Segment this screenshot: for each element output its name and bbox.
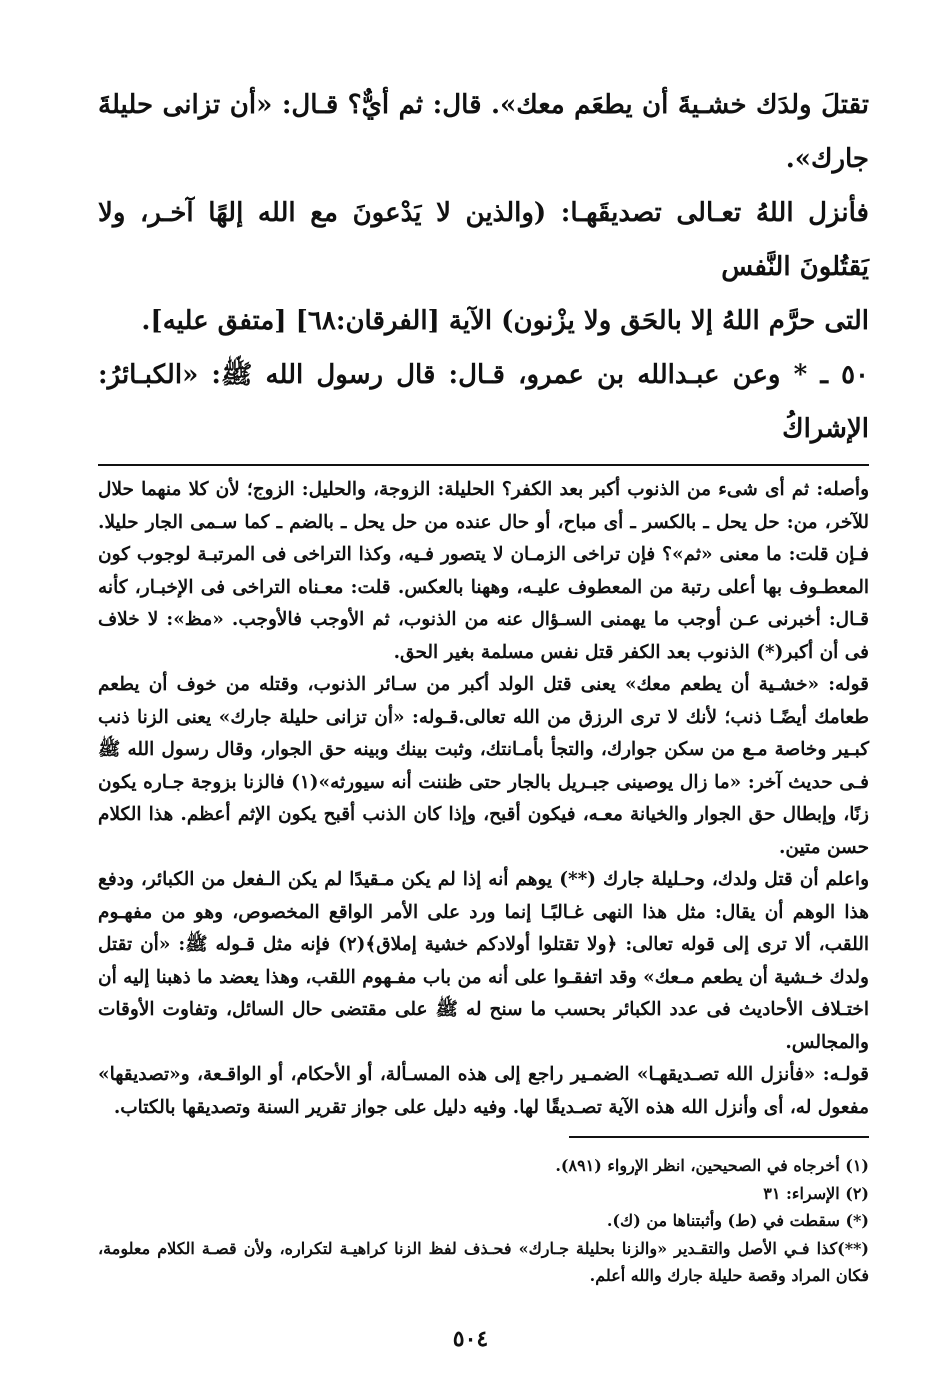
commentary-paragraph: وأصله: ثم أى شىء من الذنوب أكبر بعد الكفر؟ الحليلة: الزوجة، والحليل: الزوج؛ لأن كلا منهما حلال للآخر، من: حل يحل ـ بالكسر ـ أى مباح، أو حال عنده من حل يحل ـ بالضم ـ كما سـمى الجار حليلا. فـإن قلت: ما معنى «ثم»؟ فإن تراخى الزمـان لا يتصور فـيه، وكذا التراخى فى المرتبـة لوجوب كون المعطـوف بها أعلى رتبة من المعطوف عليـه، وههنا بالعكس. قلت: معـناه التراخى فى الإخبـار، كأنه قـال: أخبرنى عـن أوجب ما يهمنى السـؤال عنه من الذنوب، ثم الأوجب فالأوجب. «مظ»: لا خلاف فى أن أكبر(*) الذنوب بعد الكفر قتل نفس مسلمة بغير الحق. xyxy=(98,479,869,663)
footnote: (١) أخرجاه في الصحيحين، انظر الإرواء (٨٩١). xyxy=(555,1156,869,1175)
commentary-paragraph: قولـه: «فأنزل الله تصـديقهـا» الضمـير راجع إلى هذه المسـألة، أو الأحكام، أو الواقـعة، و«تصديقها» مفعول له، أى وأنزل الله هذه الآية تصـديقًا لها. وفيه دليل على جواز تقرير السنة وتصديقها بالكتاب. xyxy=(98,1064,869,1118)
commentary-paragraph: قوله: «خشـية أن يطعم معك» يعنى قتل الولد أكبر من سـائر الذنوب، وقتله من خوف أن يطعم طعامك أيضًـا ذنب؛ لأنك لا ترى الرزق من الله تعالى.قـوله: «أن تزانى حليلة جارك» يعنى الزنا ذنب كبـير وخاصة مـع من سكن جوارك، والتجأ بأمـانتك، وثبت بينك وبينه حق الجوار، وقال رسول الله ﷺ فـى حديث آخر: «ما زال يوصينى جبـريل بالجار حتى ظننت أنه سيورثه»(١) فالزنا بزوجة جـاره يكون زنًا، وإبطال حق الجوار والخيانة معـه، فيكون أقبح، وإذا كان الذنب أقبح يكون الإثم أعظم. هذا الكلام حسن متين. xyxy=(98,674,869,858)
footnote: (**)كذا فـي الأصل والتقـدير «والزنا بحليلة جـارك» فحـذف لفظ الزنا كراهيـة لتكراره، ولأن قصـة الكلام معلومة، فكان المراد وقصة حليلة جارك والله أعلم. xyxy=(98,1238,869,1285)
footnote: (*) سقطت في (ط) وأثبتناها من (ك). xyxy=(606,1211,869,1230)
footnotes xyxy=(98,1152,869,1290)
page-number: ٥٠٤ xyxy=(452,1326,489,1352)
commentary xyxy=(98,474,869,1124)
hadith-line: فأنزل اللهُ تعـالى تصديقَهـا: (والذين لا يَدْعونَ مع الله إلهًا آخـر، ولا يَقتُلونَ النَّفس xyxy=(98,198,869,282)
footnote: (٢) الإسراء: ٣١ xyxy=(763,1183,869,1203)
hadith-line: التى حرَّم اللهُ إلا بالحَق ولا يزْنون) الآية [الفرقان:٦٨] [متفق عليه]. xyxy=(141,306,869,336)
footnote-divider xyxy=(569,1136,869,1138)
hadith-text xyxy=(98,78,869,456)
hadith-line: تقتلَ ولدَك خشـيةَ أن يطعَم معك». قال: ثم أيٌّ؟ قـال: «أن تزانى حليلةَ جارك». xyxy=(98,90,869,174)
hadith-line: ٥٠ ـ * وعن عبـدالله بن عمرو، قـال: قال رسول الله ﷺ: «الكبـائرُ: الإشراكُ xyxy=(98,360,869,444)
commentary-paragraph: واعلم أن قتل ولدك، وحـليلة جارك (**) يوهم أنه إذا لم يكن مـقيدًا لم يكن الـفعل من الكبائر، ودفع هذا الوهم أن يقال: مثل هذا النهى غـالبًـا إنما ورد على الأمر الواقع المخصوص، وهو من مفهـوم اللقب، ألا ترى إلى قوله تعالى: ﴿ولا تقتلوا أولادكم خشية إملاق﴾(٢) فإنه مثل قـوله ﷺ: «أن تقتل ولدك خـشية أن يطعم مـعك» وقد اتفقـوا على أنه من باب مفـهوم اللقب، وهذا يعضد ما ذهبنا إليه أن اختـلاف الأحاديث فى عدد الكبائر بحسب ما سنح له ﷺ على مقتضى حال السائل، وتفاوت الأوقات والمجالس. xyxy=(98,869,870,1053)
main-text-divider xyxy=(98,464,869,466)
